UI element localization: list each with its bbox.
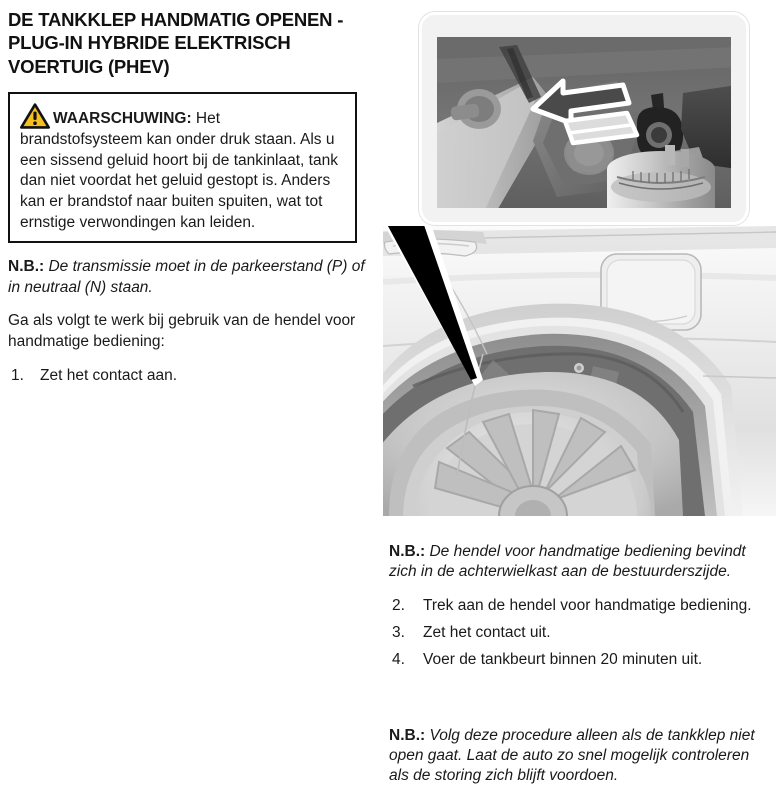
note-label: N.B.:	[8, 258, 45, 276]
note-body: De hendel voor handmatige bediening bevindt zich in de achterwielkast aan de bestuurderszijde.	[389, 542, 746, 580]
list-item	[389, 650, 765, 670]
note-body: Volg deze procedure alleen als de tankklep niet open gaat. Laat de auto zo snel mogelijk controleren als de storing zich blijft voordoen.	[389, 726, 755, 785]
step-text: Trek aan de hendel voor handmatige bediening.	[423, 597, 752, 614]
right-column	[383, 0, 776, 800]
note-lever-location	[389, 542, 765, 583]
note-body: De transmissie moet in de parkeerstand (P) of in neutraal (N) staan.	[8, 258, 365, 296]
list-item	[389, 596, 765, 616]
list-item	[389, 623, 765, 643]
note-transmission	[8, 257, 368, 298]
note-label: N.B.:	[389, 542, 426, 560]
list-item	[8, 366, 368, 386]
step-number: 1.	[11, 366, 24, 384]
note-label: N.B.:	[389, 726, 426, 744]
rear-wheel-arch-location-illustration	[383, 226, 776, 516]
left-column	[8, 8, 368, 394]
warning-text-block	[20, 103, 345, 233]
step-text: Zet het contact uit.	[423, 624, 551, 642]
step-number: 3.	[392, 624, 405, 642]
step-text: Voer de tankbeurt binnen 20 minuten uit.	[423, 651, 703, 669]
note-procedure-conditions	[389, 726, 765, 787]
warning-label: WAARSCHUWING:	[53, 110, 192, 128]
page-title: DE TANKKLEP HANDMATIG OPENEN - PLUG-IN HYBRIDE ELEKTRISCH VOERTUIG (PHEV)	[8, 9, 344, 77]
warning-triangle-icon	[20, 103, 50, 129]
step-number: 2.	[392, 597, 405, 614]
warning-callout-box	[8, 92, 357, 243]
fuel-filler-release-lever-detail-photo	[419, 12, 749, 225]
procedure-steps-left	[8, 366, 368, 386]
procedure-steps-right	[389, 596, 765, 677]
warning-body-text: Het brandstofsysteem kan onder druk staan. Als u een sissend geluid hoort bij de tankinlaat, tank dan niet voordat het geluid gestopt is. Anders kan er brandstof naar buiten spuiten, wat tot ernstige verwondingen kan leiden.	[20, 110, 338, 231]
step-number: 4.	[392, 651, 405, 669]
intro-paragraph: Ga als volgt te werk bij gebruik van de hendel voor handmatige bediening:	[8, 312, 356, 350]
step-text: Zet het contact aan.	[40, 366, 178, 384]
inset-photo-canvas	[437, 37, 731, 208]
